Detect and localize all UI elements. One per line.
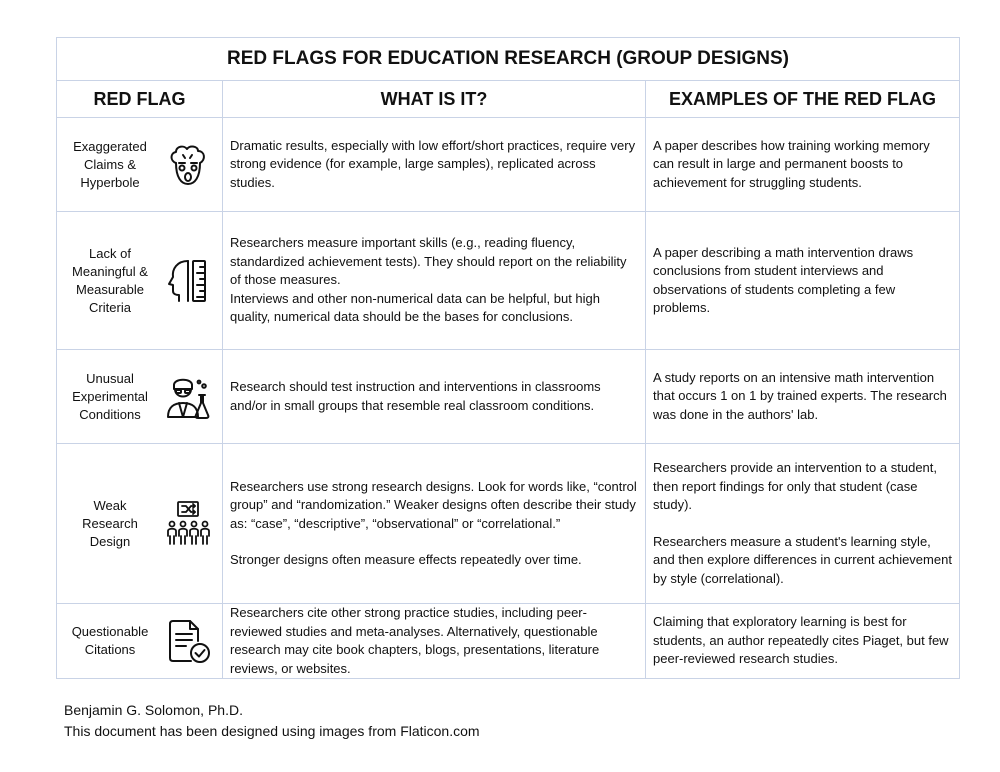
flag-cell [57,118,223,212]
header-red-flag: RED FLAG [57,81,223,118]
what-cell: Researchers measure important skills (e.g., reading fluency, standardized achievement tests). They should report on the reliability of those measures. Interviews and other non-numerical data can be helpful, but high quality, numerical data should be the bases for conclusions. [223,212,646,350]
flag-label: Unusual Experimental Conditions [72,370,148,422]
example-cell: A paper describing a math intervention draws conclusions from student interviews and observations of students completing a few problems. [646,212,960,350]
head-ruler-icon [164,257,212,305]
example-cell: A study reports on an intensive math intervention that occurs 1 on 1 by trained experts. The research was done in the authors' lab. [646,350,960,444]
table-row [57,604,960,679]
what-cell: Research should test instruction and interventions in classrooms and/or in small groups that resemble real classroom conditions. [223,350,646,444]
flag-cell [57,604,223,679]
image-credit: This document has been designed using images from Flaticon.com [64,723,480,739]
flag-label: Weak Research Design [82,497,138,549]
table-row [57,444,960,604]
document-check-icon [164,617,212,665]
red-flags-table [56,37,960,679]
header-examples: EXAMPLES OF THE RED FLAG [646,81,960,118]
flag-label: Exaggerated Claims & Hyperbole [73,138,147,190]
flag-label: Questionable Citations [71,624,149,657]
header-what-is-it: WHAT IS IT? [223,81,646,118]
random-group-icon [164,500,212,548]
what-cell: Researchers use strong research designs. Look for words like, “control group” and “randomization.” Weaker designs often describe their study as: “case”, “descriptive”, “observational” or “correlational.” Stronger designs often measure effects repeatedly over time. [223,444,646,604]
scientist-flask-icon [164,373,212,421]
table-title: RED FLAGS FOR EDUCATION RESEARCH (GROUP DESIGNS) [57,38,960,81]
footer [64,700,480,742]
flag-label: Lack of Meaningful & Measurable Criteria [72,245,148,315]
shocked-face-icon [164,141,212,189]
author-credit: Benjamin G. Solomon, Ph.D. [64,702,243,718]
example-cell: A paper describes how training working memory can result in large and permanent boosts to achievement for struggling students. [646,118,960,212]
flag-cell [57,444,223,604]
table-row [57,118,960,212]
example-cell: Claiming that exploratory learning is best for students, an author repeatedly cites Piaget, but few peer-reviewed research studies. [646,604,960,679]
flag-cell [57,212,223,350]
table-row [57,212,960,350]
example-cell: Researchers provide an intervention to a student, then report findings for only that student (case study). Researchers measure a student's learning style, and then explore differences in current achievement by style (correlational). [646,444,960,604]
table-row [57,350,960,444]
what-cell: Dramatic results, especially with low effort/short practices, require very strong evidence (for example, large samples), replicated across studies. [223,118,646,212]
flag-cell [57,350,223,444]
what-cell: Researchers cite other strong practice studies, including peer-reviewed studies and meta-analyses. Alternatively, questionable research may cite book chapters, blogs, presentations, literature reviews, or websites. [223,604,646,679]
